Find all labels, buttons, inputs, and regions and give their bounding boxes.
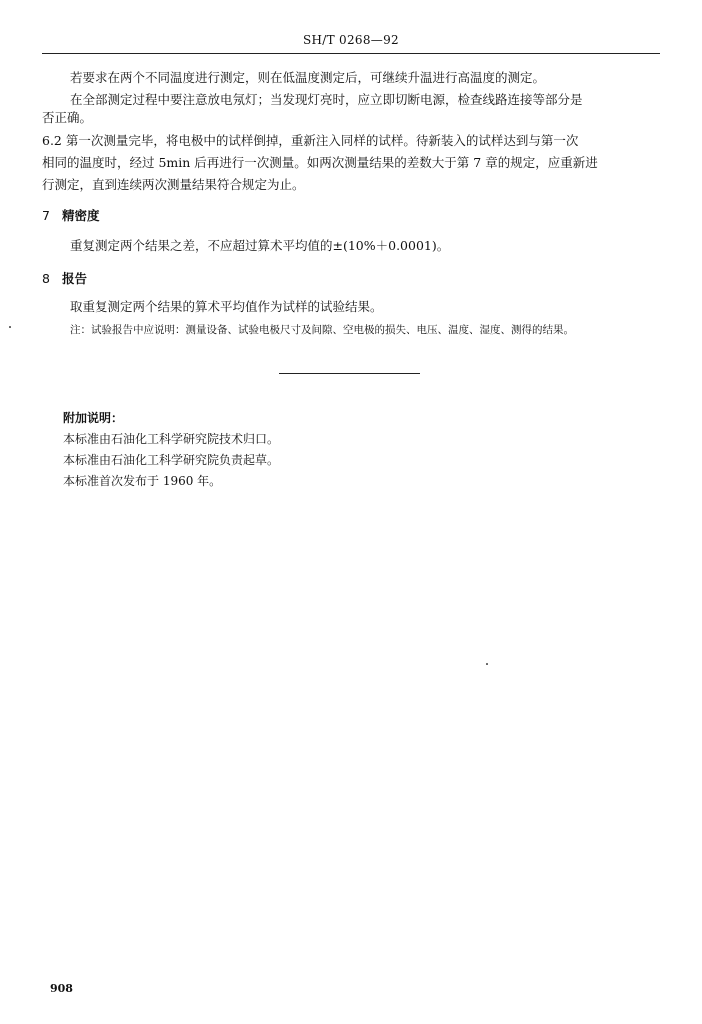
additional-note-3: 本标准首次发布于 1960 年。	[63, 474, 222, 488]
clause-6-2-line-3: 行测定，直到连续两次测量结果符合规定为止。	[42, 177, 305, 192]
header-rule	[42, 53, 660, 54]
section-8-text: 取重复测定两个结果的算术平均值作为试样的试验结果。	[70, 299, 383, 314]
clause-6-2-line-2: 相同的温度时，经过 5min 后再进行一次测量。如两次测量结果的差数大于第 7 章的规定，应重新进	[42, 155, 598, 170]
paragraph-2-line-2: 否正确。	[42, 110, 93, 125]
scan-speck	[486, 663, 488, 665]
additional-notes-title: 附加说明：	[63, 411, 124, 425]
section-8-heading	[42, 269, 87, 287]
page-header: SH/T 0268—92	[303, 33, 399, 47]
paragraph-2-line-1: 在全部测定过程中要注意放电氖灯；当发现灯亮时，应立即切断电源，检查线路连接等部分是	[70, 92, 583, 107]
scan-speck	[9, 326, 11, 328]
additional-note-2: 本标准由石油化工科学研究院负责起草。	[63, 453, 280, 467]
clause-6-2-line-1: 6.2 第一次测量完毕，将电极中的试样倒掉，重新注入同样的试样。待新装入的试样达到与第一次	[42, 133, 579, 148]
section-7-text: 重复测定两个结果之差，不应超过算术平均值的±(10%＋0.0001)。	[70, 238, 450, 253]
section-8-title: 报告	[61, 271, 87, 286]
section-8-number: 8	[42, 271, 50, 286]
separator-rule	[279, 373, 420, 374]
section-7-heading	[42, 206, 99, 224]
page-number: 908	[50, 982, 73, 995]
report-note: 注：试验报告中应说明：测量设备、试验电极尺寸及间隙、空电极的损失、电压、温度、湿度、测得的结果。	[70, 324, 574, 336]
section-7-title: 精密度	[61, 208, 100, 223]
additional-note-1: 本标准由石油化工科学研究院技术归口。	[63, 432, 280, 446]
section-7-number: 7	[42, 208, 50, 223]
paragraph-1: 若要求在两个不同温度进行测定，则在低温度测定后，可继续升温进行高温度的测定。	[70, 70, 546, 85]
